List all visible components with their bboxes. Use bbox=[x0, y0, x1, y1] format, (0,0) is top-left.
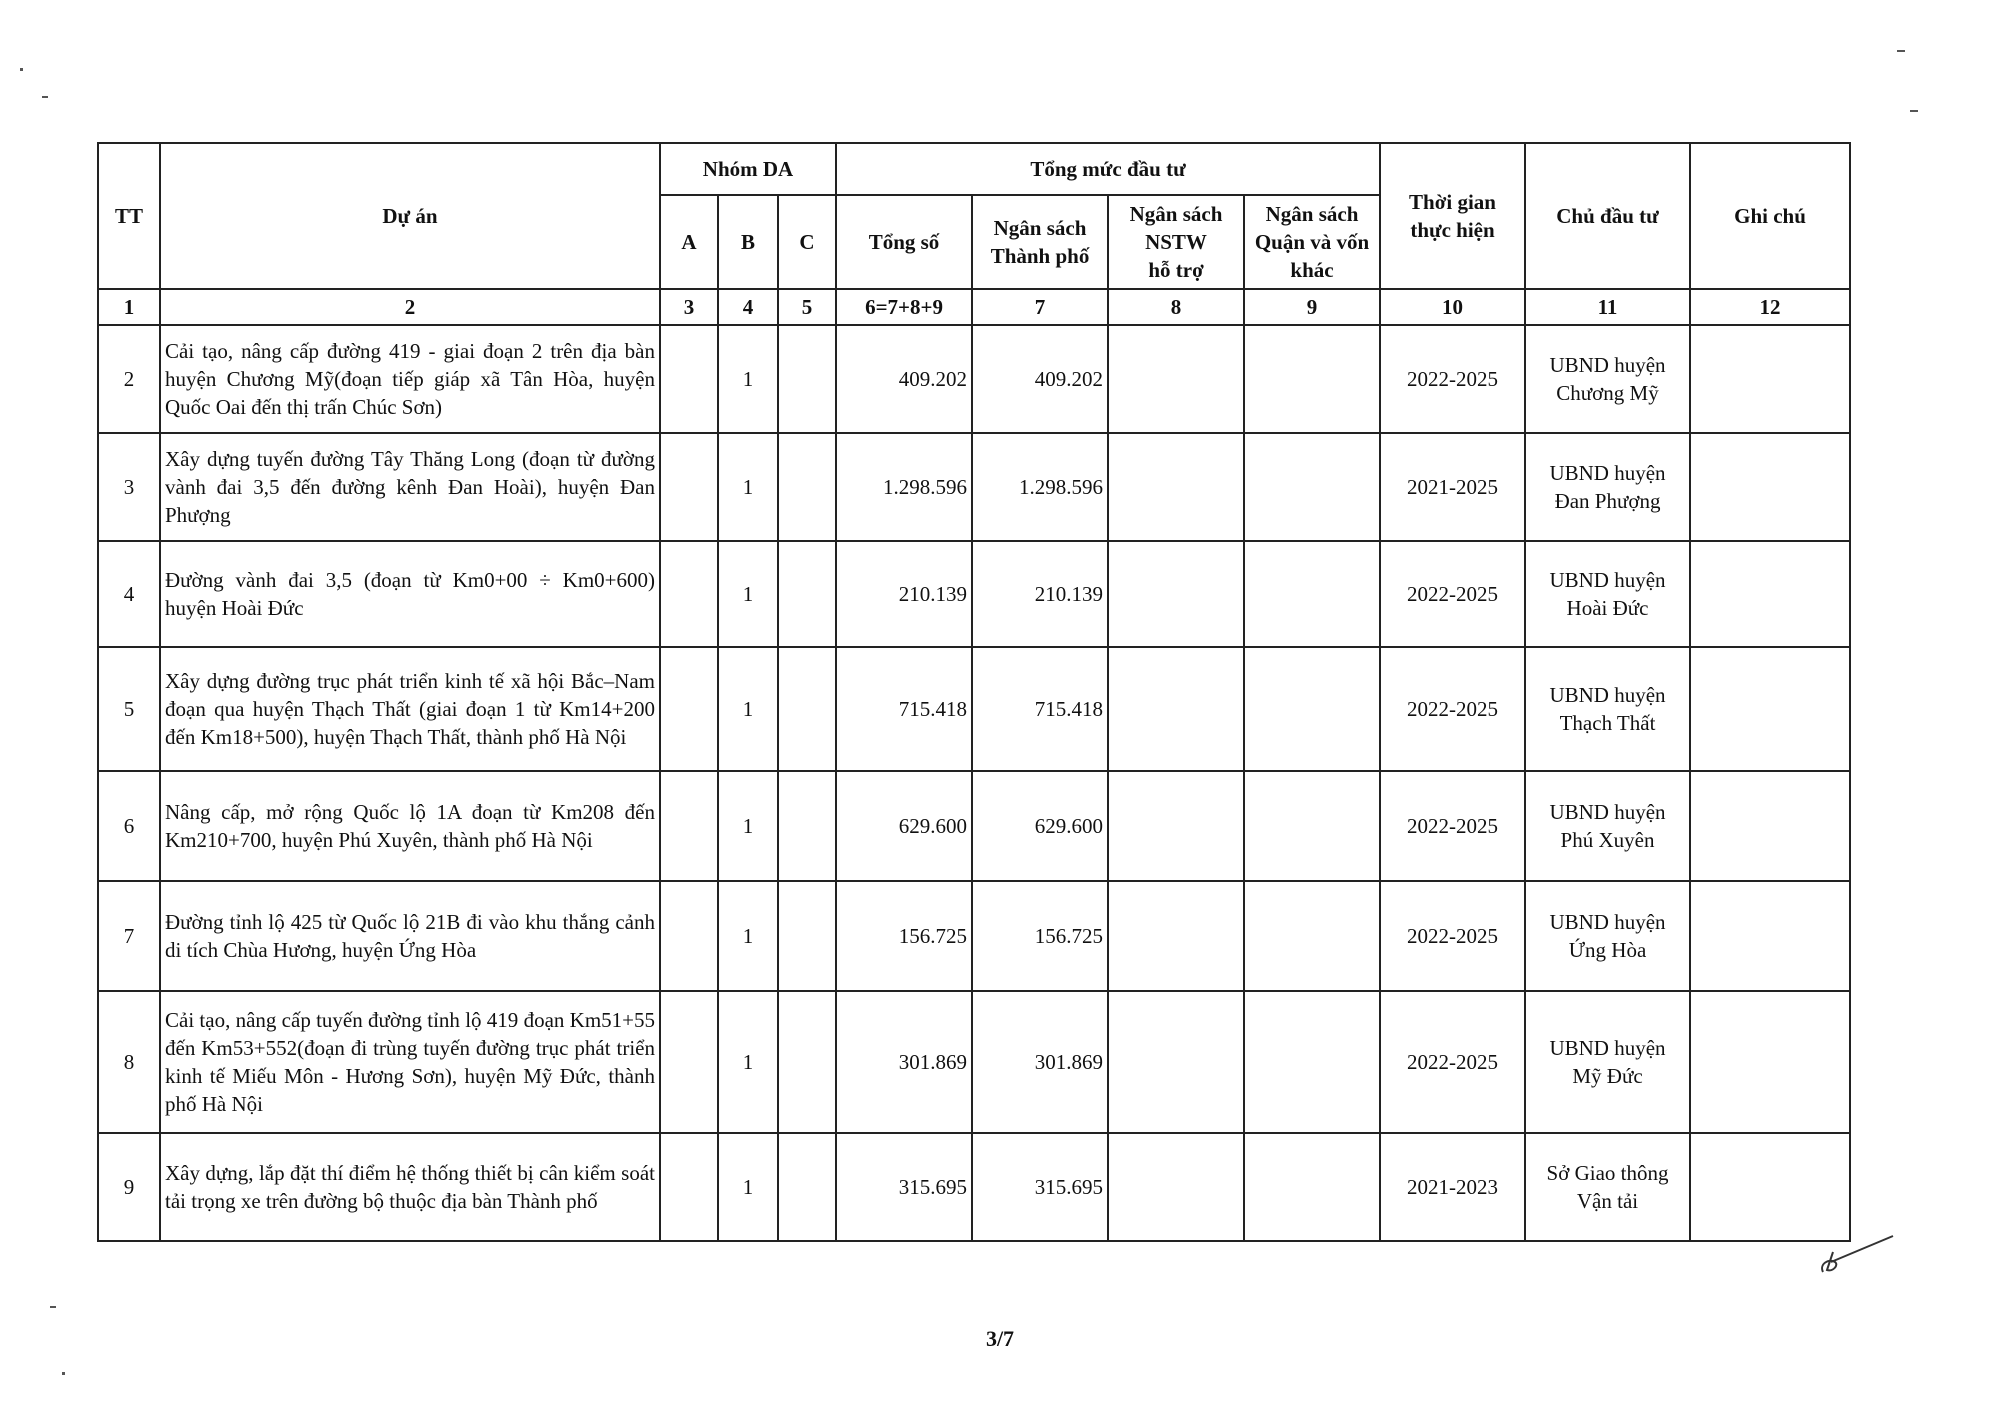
row-total: 210.139 bbox=[836, 541, 972, 647]
row-tt: 2 bbox=[98, 325, 160, 433]
row-group-a bbox=[660, 325, 718, 433]
row-central-budget bbox=[1108, 1133, 1244, 1241]
header-duration bbox=[1380, 143, 1525, 289]
table-row bbox=[98, 1133, 1850, 1241]
row-group-c bbox=[778, 1133, 836, 1241]
row-investor-line2: Chương Mỹ bbox=[1556, 381, 1659, 405]
row-city-budget: 409.202 bbox=[972, 325, 1108, 433]
table-row bbox=[98, 433, 1850, 541]
header-district-budget-line1: Ngân sách bbox=[1265, 202, 1359, 226]
header-project: Dự án bbox=[160, 143, 660, 289]
row-total: 156.725 bbox=[836, 881, 972, 991]
row-project: Đường tỉnh lộ 425 từ Quốc lộ 21B đi vào khu thắng cảnh di tích Chùa Hương, huyện Ứng Hòa bbox=[160, 881, 660, 991]
header-central-budget bbox=[1108, 195, 1244, 289]
row-duration: 2022-2025 bbox=[1380, 647, 1525, 771]
row-investor-line1: UBND huyện bbox=[1549, 800, 1666, 824]
row-group-b: 1 bbox=[718, 433, 778, 541]
row-group-c bbox=[778, 881, 836, 991]
row-group-a bbox=[660, 881, 718, 991]
row-tt: 8 bbox=[98, 991, 160, 1133]
row-group-a bbox=[660, 433, 718, 541]
row-tt: 9 bbox=[98, 1133, 160, 1241]
row-investor-line2: Vận tải bbox=[1576, 1189, 1639, 1213]
table-row bbox=[98, 541, 1850, 647]
row-district-budget bbox=[1244, 881, 1380, 991]
column-number: 3 bbox=[660, 289, 718, 325]
row-district-budget bbox=[1244, 1133, 1380, 1241]
row-investor bbox=[1525, 325, 1690, 433]
row-district-budget bbox=[1244, 541, 1380, 647]
scan-speck bbox=[20, 68, 23, 71]
header-district-budget-line3: khác bbox=[1290, 258, 1334, 282]
header-duration-line1: Thời gian bbox=[1409, 190, 1496, 214]
row-investor bbox=[1525, 771, 1690, 881]
row-central-budget bbox=[1108, 541, 1244, 647]
header-duration-line2: thực hiện bbox=[1410, 218, 1495, 242]
row-central-budget bbox=[1108, 991, 1244, 1133]
row-investor-line1: UBND huyện bbox=[1549, 461, 1666, 485]
row-total: 1.298.596 bbox=[836, 433, 972, 541]
column-number: 2 bbox=[160, 289, 660, 325]
row-central-budget bbox=[1108, 881, 1244, 991]
header-city-budget bbox=[972, 195, 1108, 289]
row-notes bbox=[1690, 325, 1850, 433]
row-notes bbox=[1690, 1133, 1850, 1241]
table-row bbox=[98, 991, 1850, 1133]
scan-speck bbox=[1897, 50, 1905, 52]
row-tt: 7 bbox=[98, 881, 160, 991]
table-row bbox=[98, 771, 1850, 881]
row-tt: 6 bbox=[98, 771, 160, 881]
row-central-budget bbox=[1108, 647, 1244, 771]
row-investor bbox=[1525, 1133, 1690, 1241]
row-total: 409.202 bbox=[836, 325, 972, 433]
column-number: 9 bbox=[1244, 289, 1380, 325]
row-investor bbox=[1525, 991, 1690, 1133]
row-group-c bbox=[778, 325, 836, 433]
row-investor-line1: Sở Giao thông bbox=[1546, 1161, 1669, 1185]
row-group-a bbox=[660, 541, 718, 647]
row-group-a bbox=[660, 1133, 718, 1241]
row-city-budget: 629.600 bbox=[972, 771, 1108, 881]
row-group-c bbox=[778, 433, 836, 541]
column-number: 5 bbox=[778, 289, 836, 325]
row-duration: 2021-2025 bbox=[1380, 433, 1525, 541]
column-number: 12 bbox=[1690, 289, 1850, 325]
row-central-budget bbox=[1108, 771, 1244, 881]
header-group-b: B bbox=[718, 195, 778, 289]
row-group-b: 1 bbox=[718, 771, 778, 881]
column-number-row bbox=[98, 289, 1850, 325]
table-row bbox=[98, 325, 1850, 433]
row-investor-line1: UBND huyện bbox=[1549, 353, 1666, 377]
column-number: 4 bbox=[718, 289, 778, 325]
table-row bbox=[98, 647, 1850, 771]
header-total: Tổng số bbox=[836, 195, 972, 289]
row-group-b: 1 bbox=[718, 1133, 778, 1241]
table-body bbox=[98, 325, 1850, 1241]
row-central-budget bbox=[1108, 325, 1244, 433]
row-project: Nâng cấp, mở rộng Quốc lộ 1A đoạn từ Km208 đến Km210+700, huyện Phú Xuyên, thành phố Hà Nội bbox=[160, 771, 660, 881]
row-investor-line2: Thạch Thất bbox=[1559, 711, 1656, 735]
row-notes bbox=[1690, 541, 1850, 647]
row-group-a bbox=[660, 991, 718, 1133]
row-investor-line2: Đan Phượng bbox=[1554, 489, 1661, 513]
row-district-budget bbox=[1244, 647, 1380, 771]
row-investor-line1: UBND huyện bbox=[1549, 910, 1666, 934]
row-investor-line2: Hoài Đức bbox=[1566, 596, 1649, 620]
row-project: Đường vành đai 3,5 (đoạn từ Km0+00 ÷ Km0+600) huyện Hoài Đức bbox=[160, 541, 660, 647]
row-group-b: 1 bbox=[718, 881, 778, 991]
row-investor bbox=[1525, 881, 1690, 991]
row-notes bbox=[1690, 991, 1850, 1133]
row-group-c bbox=[778, 991, 836, 1133]
row-city-budget: 301.869 bbox=[972, 991, 1108, 1133]
row-duration: 2021-2023 bbox=[1380, 1133, 1525, 1241]
scan-speck bbox=[1910, 110, 1918, 112]
header-tt: TT bbox=[98, 143, 160, 289]
header-group-c: C bbox=[778, 195, 836, 289]
row-notes bbox=[1690, 647, 1850, 771]
page-number: 3/7 bbox=[985, 1326, 1015, 1351]
row-tt: 4 bbox=[98, 541, 160, 647]
header-central-budget-line2: NSTW bbox=[1145, 230, 1207, 254]
header-project-group: Nhóm DA bbox=[660, 143, 836, 195]
row-city-budget: 315.695 bbox=[972, 1133, 1108, 1241]
row-notes bbox=[1690, 881, 1850, 991]
row-investor-line1: UBND huyện bbox=[1549, 568, 1666, 592]
row-project: Xây dựng, lắp đặt thí điểm hệ thống thiết bị cân kiểm soát tải trọng xe trên đường bộ thuộc địa bàn Thành phố bbox=[160, 1133, 660, 1241]
row-group-c bbox=[778, 647, 836, 771]
row-group-b: 1 bbox=[718, 325, 778, 433]
row-total: 715.418 bbox=[836, 647, 972, 771]
row-city-budget: 1.298.596 bbox=[972, 433, 1108, 541]
row-district-budget bbox=[1244, 433, 1380, 541]
row-city-budget: 156.725 bbox=[972, 881, 1108, 991]
column-number: 11 bbox=[1525, 289, 1690, 325]
row-group-c bbox=[778, 771, 836, 881]
row-project: Xây dựng tuyến đường Tây Thăng Long (đoạn từ đường vành đai 3,5 đến đường kênh Đan Hoài), huyện Đan Phượng bbox=[160, 433, 660, 541]
row-investor bbox=[1525, 541, 1690, 647]
row-investor bbox=[1525, 647, 1690, 771]
row-investor-line2: Phú Xuyên bbox=[1560, 828, 1655, 852]
header-district-budget bbox=[1244, 195, 1380, 289]
row-investor-line1: UBND huyện bbox=[1549, 1036, 1666, 1060]
table-header bbox=[98, 143, 1850, 325]
row-group-c bbox=[778, 541, 836, 647]
row-project: Cải tạo, nâng cấp đường 419 - giai đoạn 2 trên địa bàn huyện Chương Mỹ(đoạn tiếp giáp xã Tân Hòa, huyện Quốc Oai đến thị trấn Chúc Sơn) bbox=[160, 325, 660, 433]
row-total: 315.695 bbox=[836, 1133, 972, 1241]
row-group-b: 1 bbox=[718, 647, 778, 771]
row-district-budget bbox=[1244, 325, 1380, 433]
row-project: Cải tạo, nâng cấp tuyến đường tỉnh lộ 419 đoạn Km51+55 đến Km53+552(đoạn đi trùng tuyến đường trục phát triển kinh tế Miếu Môn - Hương Sơn), huyện Mỹ Đức, thành phố Hà Nội bbox=[160, 991, 660, 1133]
column-number: 7 bbox=[972, 289, 1108, 325]
header-city-budget-line2: Thành phố bbox=[990, 244, 1090, 268]
row-investor bbox=[1525, 433, 1690, 541]
row-duration: 2022-2025 bbox=[1380, 771, 1525, 881]
row-investor-line1: UBND huyện bbox=[1549, 683, 1666, 707]
row-investor-line2: Mỹ Đức bbox=[1572, 1064, 1643, 1088]
row-group-a bbox=[660, 771, 718, 881]
scan-speck bbox=[42, 96, 48, 98]
header-total-investment: Tổng mức đầu tư bbox=[836, 143, 1380, 195]
row-total: 301.869 bbox=[836, 991, 972, 1133]
investment-table bbox=[97, 142, 1851, 1242]
row-duration: 2022-2025 bbox=[1380, 991, 1525, 1133]
column-number: 8 bbox=[1108, 289, 1244, 325]
row-total: 629.600 bbox=[836, 771, 972, 881]
header-city-budget-line1: Ngân sách bbox=[993, 216, 1087, 240]
header-investor: Chủ đầu tư bbox=[1525, 143, 1690, 289]
header-notes: Ghi chú bbox=[1690, 143, 1850, 289]
header-group-a: A bbox=[660, 195, 718, 289]
column-number: 10 bbox=[1380, 289, 1525, 325]
row-tt: 3 bbox=[98, 433, 160, 541]
row-tt: 5 bbox=[98, 647, 160, 771]
header-central-budget-line1: Ngân sách bbox=[1129, 202, 1223, 226]
column-number: 6=7+8+9 bbox=[836, 289, 972, 325]
header-district-budget-line2: Quận và vốn bbox=[1254, 230, 1370, 254]
table-row bbox=[98, 881, 1850, 991]
row-investor-line2: Ứng Hòa bbox=[1568, 938, 1647, 962]
row-duration: 2022-2025 bbox=[1380, 881, 1525, 991]
row-duration: 2022-2025 bbox=[1380, 325, 1525, 433]
scan-speck bbox=[62, 1372, 65, 1375]
row-notes bbox=[1690, 433, 1850, 541]
row-city-budget: 715.418 bbox=[972, 647, 1108, 771]
column-number: 1 bbox=[98, 289, 160, 325]
row-project: Xây dựng đường trục phát triển kinh tế xã hội Bắc–Nam đoạn qua huyện Thạch Thất (giai đoạn 1 từ Km14+200 đến Km18+500), huyện Thạch Thất, thành phố Hà Nội bbox=[160, 647, 660, 771]
row-notes bbox=[1690, 771, 1850, 881]
row-district-budget bbox=[1244, 991, 1380, 1133]
row-group-b: 1 bbox=[718, 991, 778, 1133]
row-district-budget bbox=[1244, 771, 1380, 881]
row-group-a bbox=[660, 647, 718, 771]
signature-mark bbox=[1815, 1232, 1895, 1282]
scan-speck bbox=[50, 1306, 56, 1308]
row-group-b: 1 bbox=[718, 541, 778, 647]
row-central-budget bbox=[1108, 433, 1244, 541]
row-city-budget: 210.139 bbox=[972, 541, 1108, 647]
header-central-budget-line3: hỗ trợ bbox=[1148, 258, 1204, 282]
row-duration: 2022-2025 bbox=[1380, 541, 1525, 647]
